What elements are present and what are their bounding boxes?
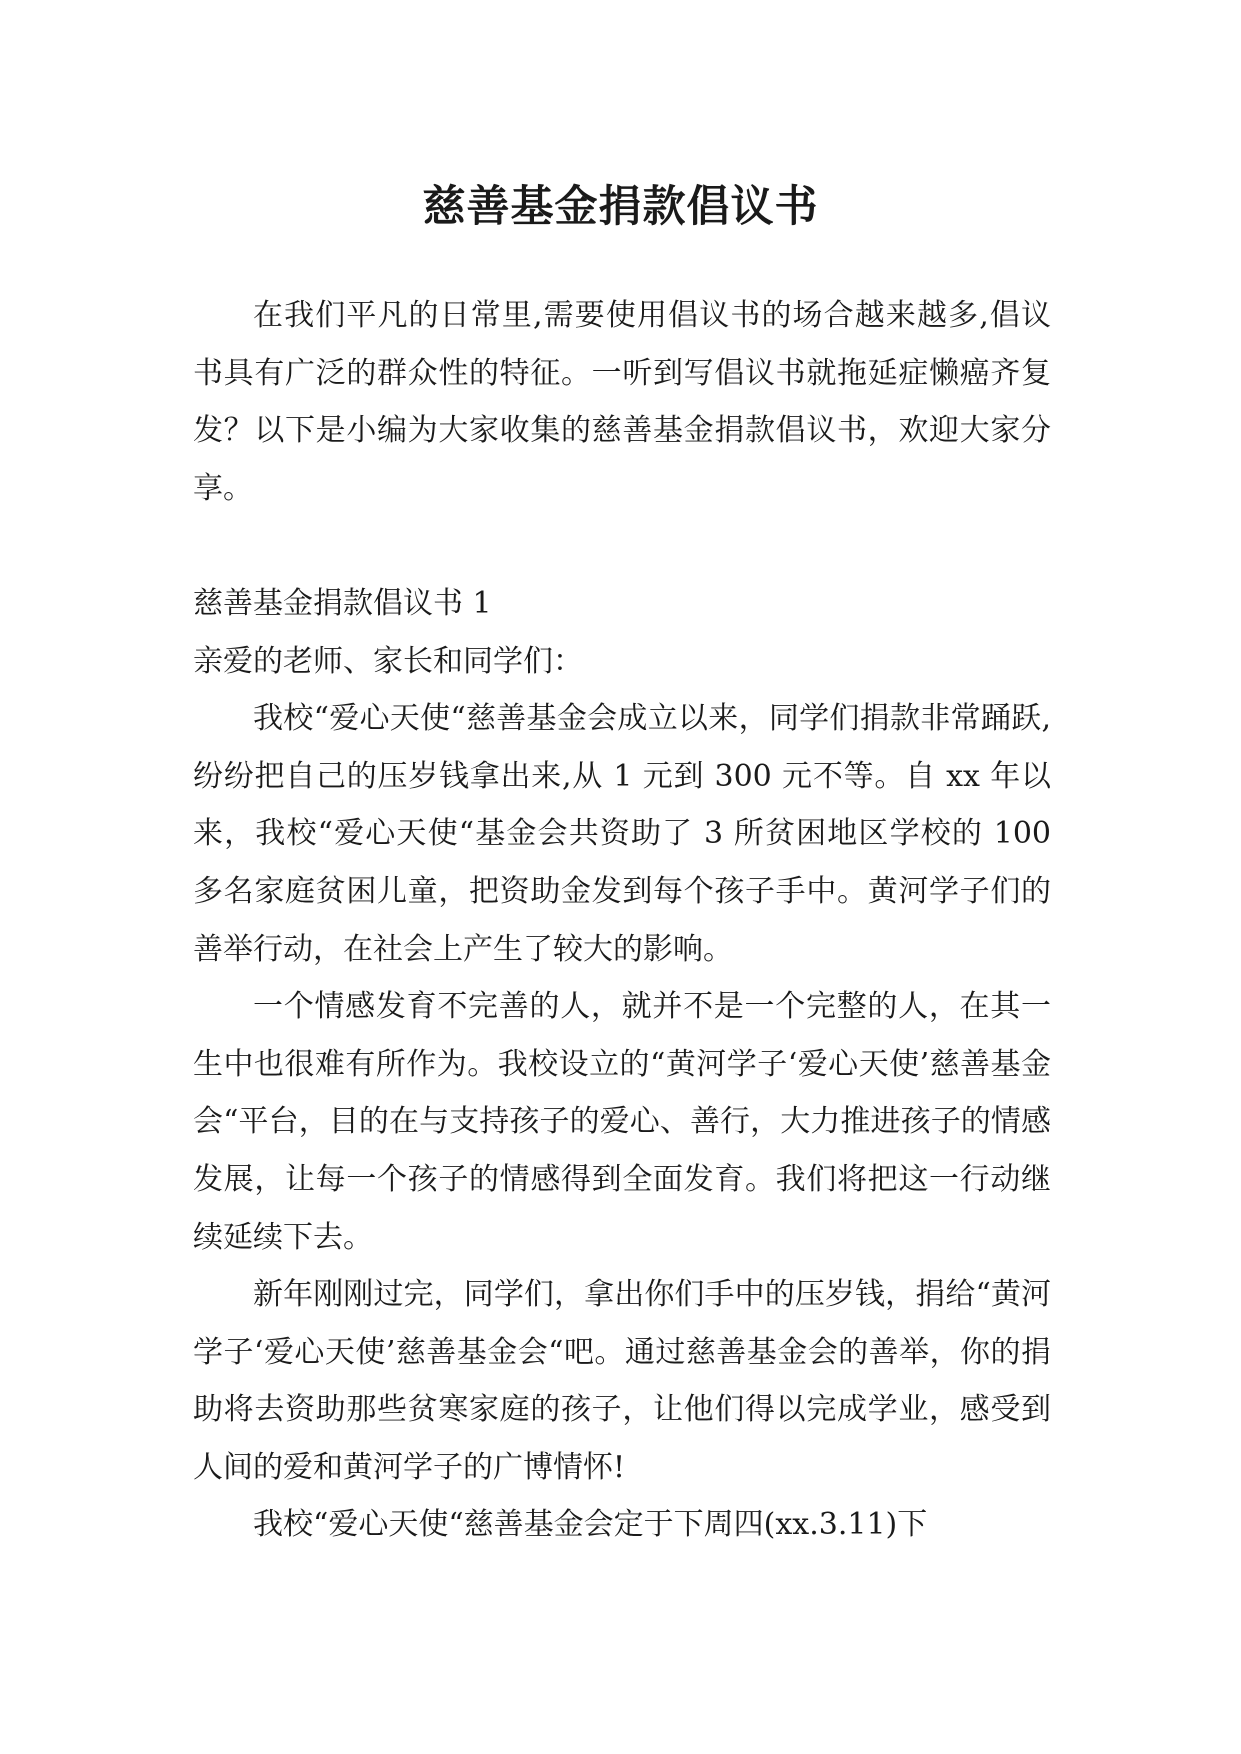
intro-paragraph: 在我们平凡的日常里,需要使用倡议书的场合越来越多,倡议书具有广泛的群众性的特征。一听到写倡议书就拖延症懒癌齐复发？以下是小编为大家收集的慈善基金捐款倡议书，欢迎大家分享。 — [193, 298, 1051, 506]
salutation: 亲爱的老师、家长和同学们： — [193, 643, 583, 679]
document-title: 慈善基金捐款倡议书 — [422, 181, 819, 232]
body-paragraph-3: 新年刚刚过完，同学们，拿出你们手中的压岁钱，捐给“黄河学子‘爱心天使’慈善基金会“吧。通过慈善基金会的善举，你的捐助将去资助那些贫寒家庭的孩子，让他们得以完成学业，感受到人间的爱和黄河学子的广博情怀! — [193, 1277, 1051, 1485]
document-body — [193, 287, 1051, 1554]
section-heading: 慈善基金捐款倡议书 1 — [193, 585, 492, 621]
body-paragraph-2: 一个情感发育不完善的人，就并不是一个完整的人，在其一生中也很难有所作为。我校设立的“黄河学子‘爱心天使’慈善基金会“平台，目的在与支持孩子的爱心、善行，大力推进孩子的情感发展，让每一个孩子的情感得到全面发育。我们将把这一行动继续延续下去。 — [193, 989, 1051, 1255]
body-paragraph-1: 我校“爱心天使“慈善基金会成立以来，同学们捐款非常踊跃,纷纷把自己的压岁钱拿出来,从 1 元到 300 元不等。自 xx 年以来，我校“爱心天使“基金会共资助了 3 所贫困地区学校的 100 多名家庭贫困儿童，把资助金发到每个孩子手中。黄河学子们的善举行动，在社会上产生了较大的影响。 — [193, 701, 1051, 967]
paragraph-spacer — [193, 517, 1051, 575]
body-paragraph-4: 我校“爱心天使“慈善基金会定于下周四(xx.3.11)下 — [253, 1507, 928, 1543]
